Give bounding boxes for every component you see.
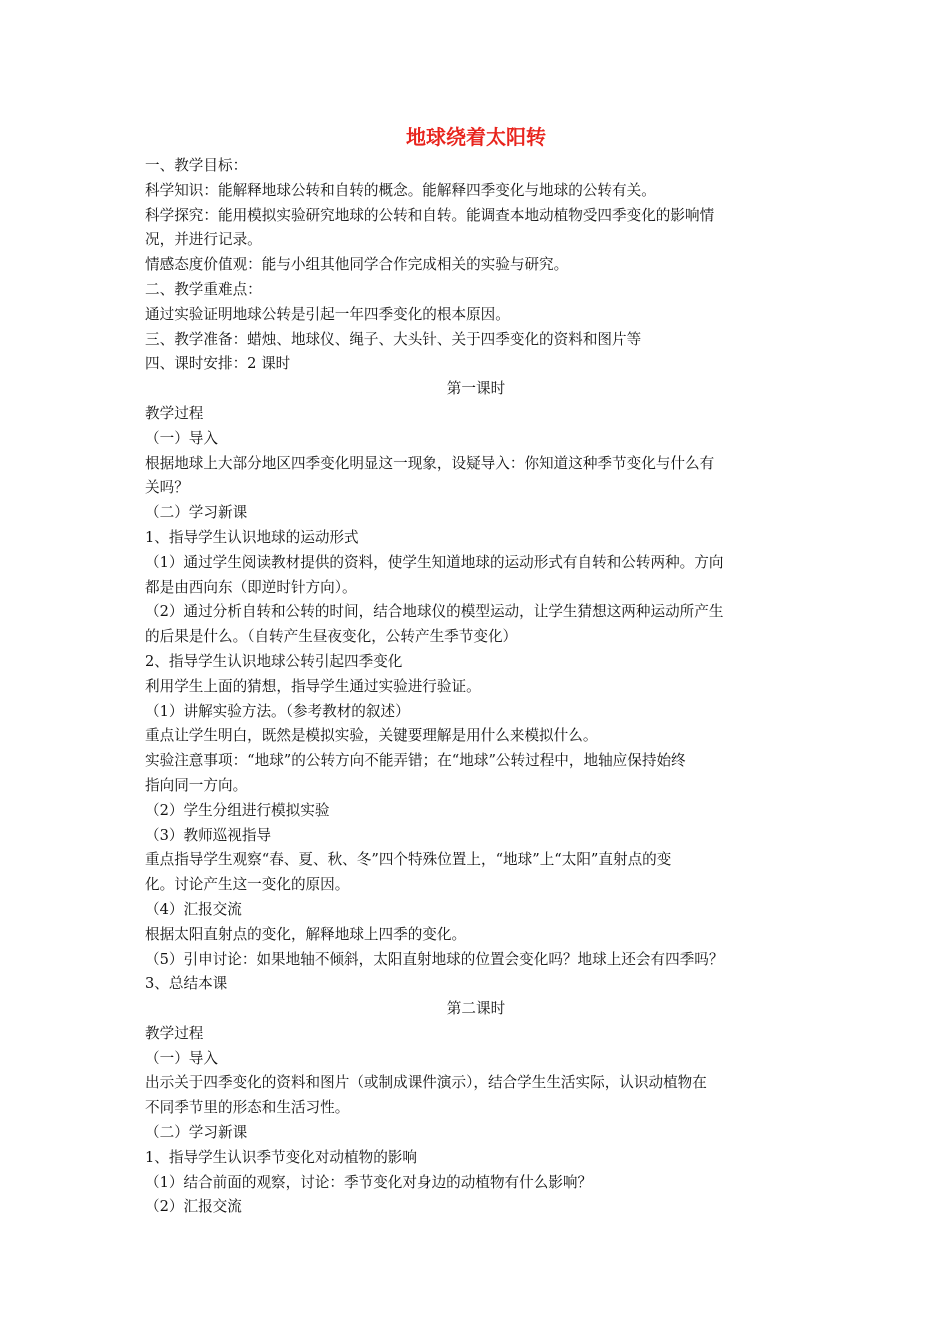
text-line: 根据太阳直射点的变化，解释地球上四季的变化。 bbox=[145, 925, 467, 943]
text-line: 化。讨论产生这一变化的原因。 bbox=[145, 876, 350, 894]
text-line: 科学知识：能解释地球公转和自转的概念。能解释四季变化与地球的公转有关。 bbox=[145, 181, 656, 199]
text-line: （1）讲解实验方法。（参考教材的叙述） bbox=[145, 702, 410, 720]
text-line: 况，并进行记录。 bbox=[145, 231, 262, 249]
text-line: 3、总结本课 bbox=[145, 975, 228, 993]
text-line: 重点让学生明白，既然是模拟实验，关键要理解是用什么来模拟什么。 bbox=[145, 727, 598, 745]
text-line: 利用学生上面的猜想，指导学生通过实验进行验证。 bbox=[145, 677, 481, 695]
text-line: 情感态度价值观：能与小组其他同学合作完成相关的实验与研究。 bbox=[145, 256, 569, 274]
text-line: 不同季节里的形态和生活习性。 bbox=[145, 1099, 350, 1117]
document-page bbox=[145, 122, 807, 1220]
text-line: 2、指导学生认识地球公转引起四季变化 bbox=[145, 652, 403, 670]
text-line: 三、教学准备：蜡烛、地球仪、绳子、大头针、关于四季变化的资料和图片等 bbox=[145, 330, 642, 348]
text-line: 出示关于四季变化的资料和图片（或制成课件演示），结合学生生活实际，认识动植物在 bbox=[145, 1074, 707, 1092]
text-line: （3）教师巡视指导 bbox=[145, 826, 272, 844]
text-line: （1）结合前面的观察，讨论：季节变化对身边的动植物有什么影响？ bbox=[145, 1173, 593, 1191]
text-line: 都是由西向东（即逆时针方向）。 bbox=[145, 578, 357, 596]
text-line: 二、教学重难点： bbox=[145, 280, 262, 298]
document-body bbox=[145, 154, 807, 1220]
text-line: 关吗？ bbox=[145, 479, 189, 497]
text-line: （2）汇报交流 bbox=[145, 1198, 242, 1216]
text-line: （4）汇报交流 bbox=[145, 900, 242, 918]
text-line: 1、指导学生认识地球的运动形式 bbox=[145, 528, 359, 546]
text-line: （2）通过分析自转和公转的时间，结合地球仪的模型运动，让学生猜想这两种运动所产生 bbox=[145, 603, 724, 621]
section-heading: 第一课时 bbox=[446, 380, 506, 398]
text-line: 教学过程 bbox=[145, 1024, 204, 1042]
text-line: 教学过程 bbox=[145, 404, 204, 422]
document-title: 地球绕着太阳转 bbox=[406, 125, 546, 149]
text-line: 重点指导学生观察“春、夏、秋、冬”四个特殊位置上，“地球”上“太阳”直射点的变 bbox=[145, 851, 672, 869]
text-line: （二）学习新课 bbox=[145, 1124, 248, 1142]
text-line: 的后果是什么。（自转产生昼夜变化，公转产生季节变化） bbox=[145, 628, 518, 646]
text-line: 科学探究：能用模拟实验研究地球的公转和自转。能调查本地动植物受四季变化的影响情 bbox=[145, 206, 715, 224]
text-line: 1、指导学生认识季节变化对动植物的影响 bbox=[145, 1148, 417, 1166]
text-line: （一）导入 bbox=[145, 1049, 218, 1067]
text-line: 根据地球上大部分地区四季变化明显这一现象，设疑导入：你知道这种季节变化与什么有 bbox=[145, 454, 715, 472]
text-line: （二）学习新课 bbox=[145, 504, 248, 522]
text-line: （5）引申讨论：如果地轴不倾斜，太阳直射地球的位置会变化吗？地球上还会有四季吗？ bbox=[145, 950, 724, 968]
section-heading: 第二课时 bbox=[446, 1000, 506, 1018]
text-line: 一、教学目标： bbox=[145, 157, 248, 174]
text-line: 实验注意事项：“地球”的公转方向不能弄错；在“地球”公转过程中，地轴应保持始终 bbox=[145, 752, 686, 770]
text-line: 指向同一方向。 bbox=[145, 776, 248, 794]
text-line: 通过实验证明地球公转是引起一年四季变化的根本原因。 bbox=[145, 305, 510, 323]
text-line: 四、课时安排：2 课时 bbox=[145, 355, 291, 373]
text-line: （一）导入 bbox=[145, 429, 218, 447]
text-line: （1）通过学生阅读教材提供的资料，使学生知道地球的运动形式有自转和公转两种。方向 bbox=[145, 553, 724, 571]
text-line: （2）学生分组进行模拟实验 bbox=[145, 801, 330, 819]
